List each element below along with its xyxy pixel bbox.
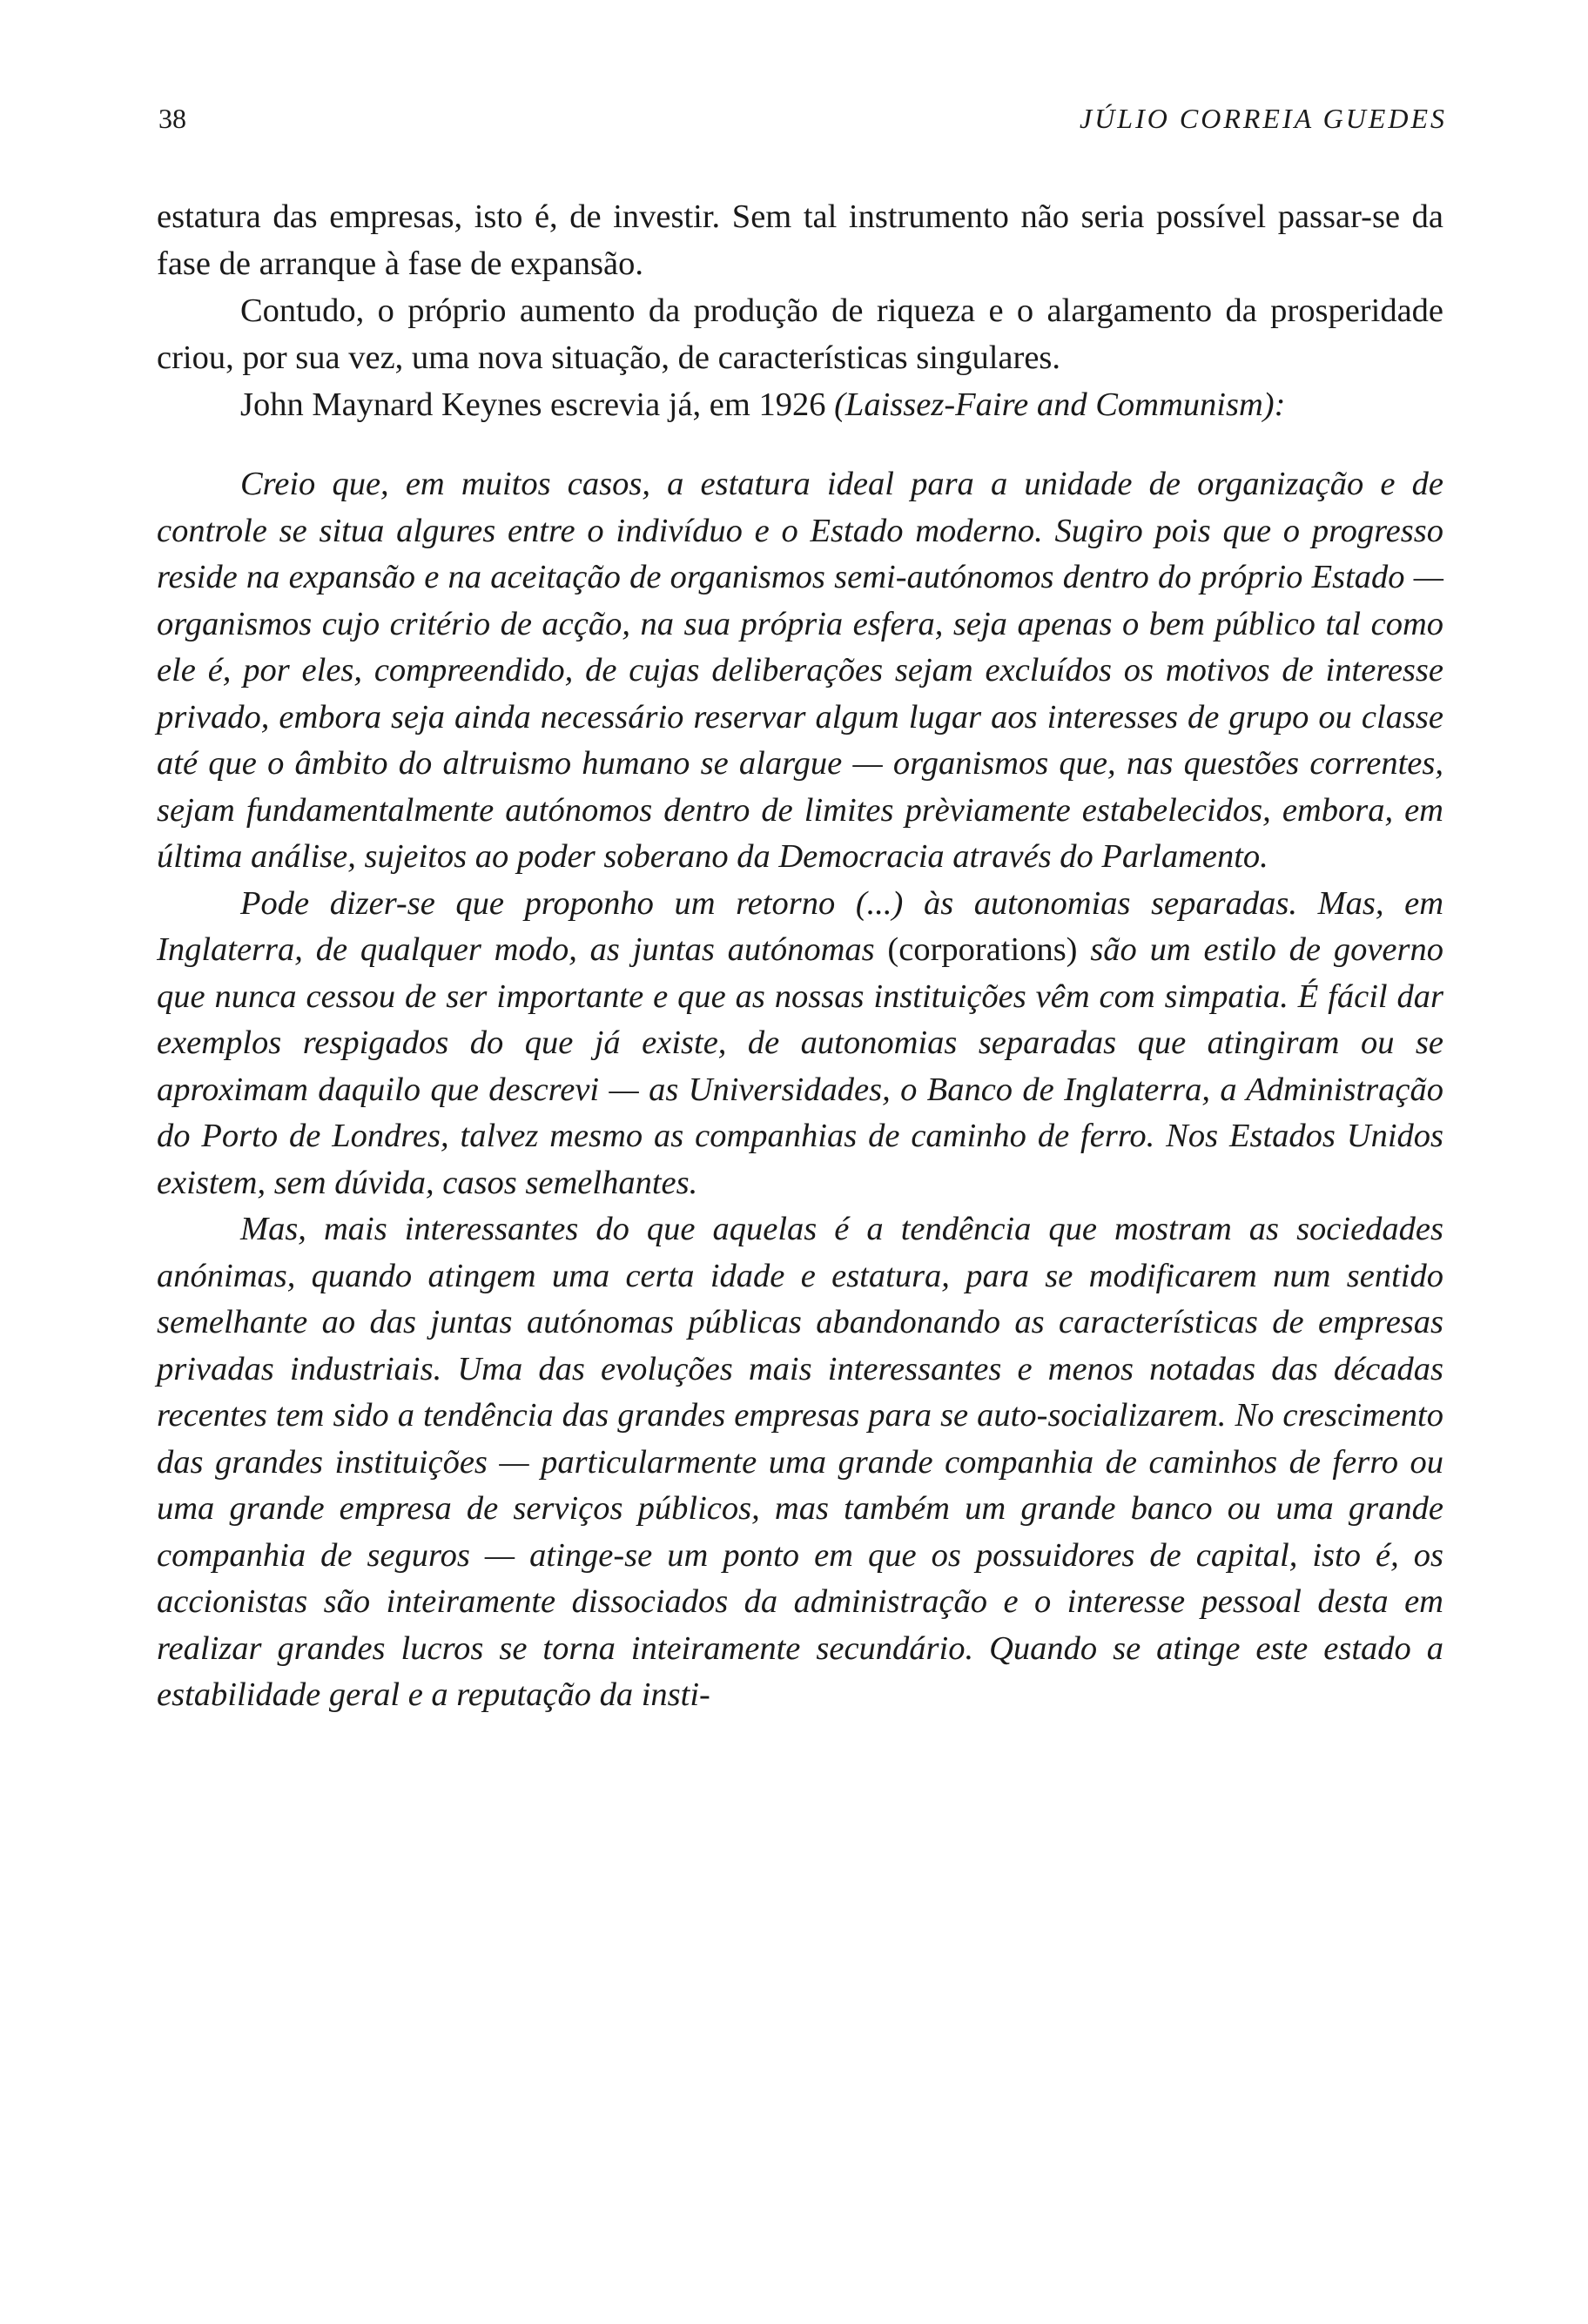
cited-work-title: (Laissez-Faire and Communism): bbox=[834, 386, 1286, 423]
paragraph-keynes-intro bbox=[157, 381, 1443, 428]
quote-text: Pode dizer-se que proponho um retorno (...) às autonomias separadas. Mas, em Inglaterra, de qualquer modo, as juntas autónomas bbox=[157, 884, 1443, 968]
paragraph-continued: estatura das empresas, isto é, de investir. Sem tal instrumento não seria possível passar-se da fase de arranque à fase de expansão. bbox=[157, 198, 1443, 282]
keynes-intro-text: John Maynard Keynes escrevia já, em 1926 bbox=[240, 386, 835, 423]
page-number: 38 bbox=[158, 103, 186, 134]
paragraph: Contudo, o próprio aumento da produção de riqueza e o alargamento da prosperidade criou, por sua vez, uma nova situação, de características singulares. bbox=[157, 292, 1443, 376]
quote-paragraph bbox=[157, 881, 1443, 1207]
body-text bbox=[157, 193, 1443, 1719]
running-head-author: JÚLIO CORREIA GUEDES bbox=[1079, 103, 1447, 134]
quote-term-upright: (corporations) bbox=[887, 931, 1078, 968]
page-header bbox=[158, 103, 1447, 146]
block-quote bbox=[157, 461, 1443, 1719]
quote-text: são um estilo de governo que nunca cessou de ser importante e que as nossas instituições vêm com simpatia. É fácil dar exemplos respigados do que já existe, de autonomias separadas que atingiram ou se aproximam daquilo que descrevi — as Universidades, o Banco de Inglaterra, a Administração do Porto de Londres, talvez mesmo as companhias de caminho de ferro. Nos Estados Unidos existem, sem dúvida, casos semelhantes. bbox=[157, 931, 1443, 1201]
quote-paragraph: Creio que, em muitos casos, a estatura ideal para a unidade de organização e de controle se situa algures entre o indivíduo e o Estado moderno. Sugiro pois que o progresso reside na expansão e na aceitação de organismos semi-autónomos dentro do próprio Estado — organismos cujo critério de acção, na sua própria esfera, seja apenas o bem público tal como ele é, por eles, compreendido, de cujas deliberações sejam excluídos os motivos de interesse privado, embora seja ainda necessário reservar algum lugar aos interesses de grupo ou classe até que o âmbito do altruismo humano se alargue — organismos que, nas questões correntes, sejam fundamentalmente autónomos dentro de limites prèviamente estabelecidos, embora, em última análise, sujeitos ao poder soberano da Democracia através do Parlamento. bbox=[157, 466, 1443, 875]
quote-paragraph: Mas, mais interessantes do que aquelas é a tendência que mostram as sociedades anónimas, quando atingem uma certa idade e estatura, para se modificarem num sentido semelhante ao das juntas autónomas públicas abandonando as características de empresas privadas industriais. Uma das evoluções mais interessantes e menos notadas das décadas recentes tem sido a tendência das grandes empresas para se auto-socializarem. No crescimento das grandes instituições — particularmente uma grande companhia de caminhos de ferro ou uma grande empresa de serviços públicos, mas também um grande banco ou uma grande companhia de seguros — atinge-se um ponto em que os possuidores de capital, isto é, os accionistas são inteiramente dissociados da administração e o interesse pessoal desta em realizar grandes lucros se torna inteiramente secundário. Quando se atinge este estado a estabilidade geral e a reputação da insti- bbox=[157, 1211, 1443, 1713]
